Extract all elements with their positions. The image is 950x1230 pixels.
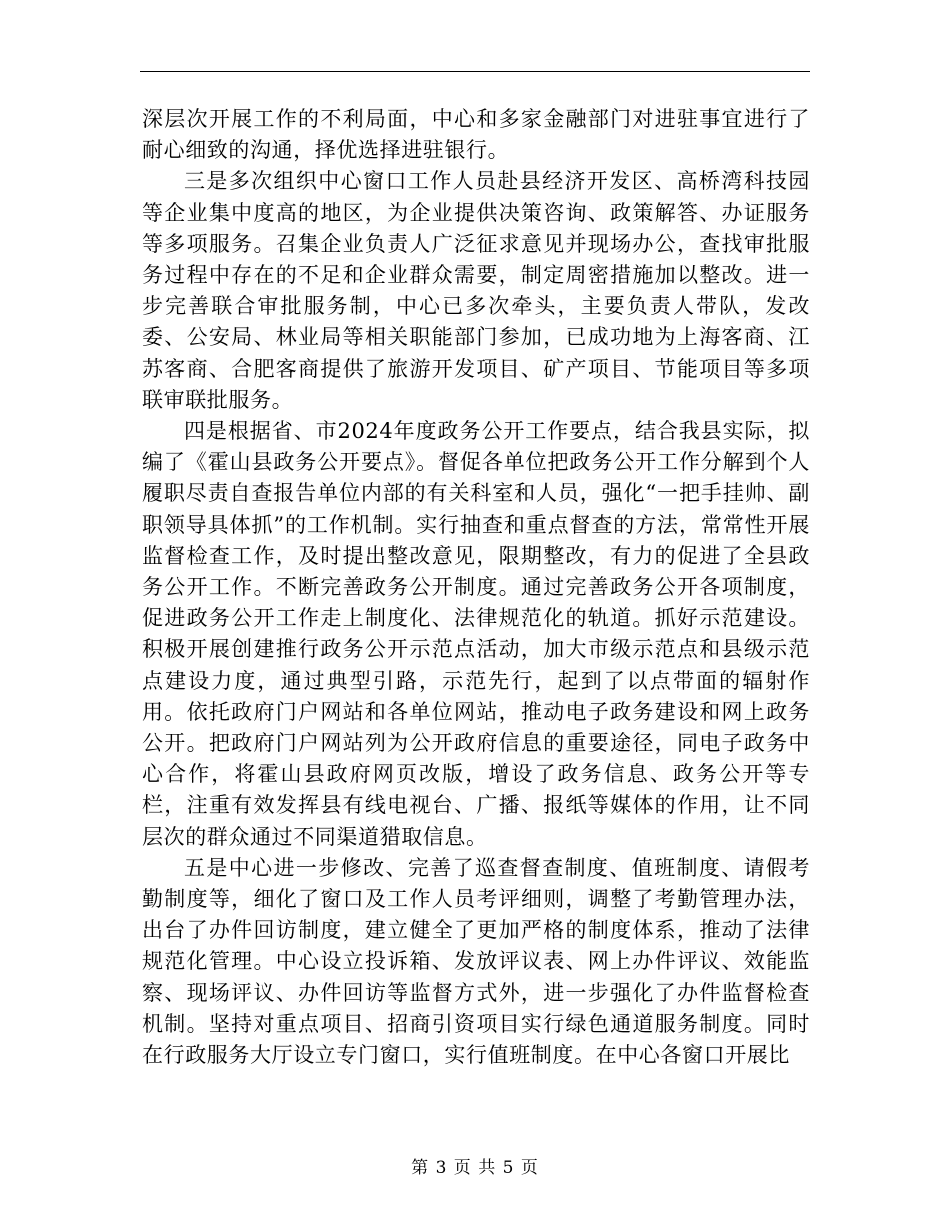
paragraph-1: 深层次开展工作的不利局面，中心和多家金融部门对进驻事宜进行了耐心细致的沟通，择优选择进驻银行。 xyxy=(142,107,810,163)
header-rule xyxy=(140,71,810,72)
document-body xyxy=(142,104,810,1071)
paragraph-4: 五是中心进一步修改、完善了巡查督查制度、值班制度、请假考勤制度等，细化了窗口及工作人员考评细则，调整了考勤管理办法，出台了办件回访制度，建立健全了更加严格的制度体系，推动了法律规范化管理。中心设立投诉箱、发放评议表、网上办件评议、效能监察、现场评议、办件回访等监督方式外，进一步强化了办件监督检查机制。坚持对重点项目、招商引资项目实行绿色通道服务制度。同时在行政服务大厅设立专门窗口，实行值班制度。在中心各窗口开展比 xyxy=(142,855,810,1068)
page-number-footer: 第 3 页 共 5 页 xyxy=(411,1158,539,1178)
paragraph-3: 四是根据省、市2024年度政务公开工作要点，结合我县实际，拟编了《霍山县政务公开要点》。督促各单位把政务公开工作分解到个人履职尽责自查报告单位内部的有关科室和人员，强化“一把手挂帅、副职领导具体抓”的工作机制。实行抽查和重点督查的方法，常常性开展监督检查工作，及时提出整改意见，限期整改，有力的促进了全县政务公开工作。不断完善政务公开制度。通过完善政务公开各项制度，促进政务公开工作走上制度化、法律规范化的轨道。抓好示范建设。积极开展创建推行政务公开示范点活动，加大市级示范点和县级示范点建设力度，通过典型引路，示范先行，起到了以点带面的辐射作用。依托政府门户网站和各单位网站，推动电子政务建设和网上政务公开。把政府门户网站列为公开政府信息的重要途径，同电子政务中心合作，将霍山县政府网页改版，增设了政务信息、政务公开等专栏，注重有效发挥县有线电视台、广播、报纸等媒体的作用，让不同层次的群众通过不同渠道猎取信息。 xyxy=(142,419,810,849)
paragraph-2: 三是多次组织中心窗口工作人员赴县经济开发区、高桥湾科技园等企业集中度高的地区，为企业提供决策咨询、政策解答、办证服务等多项服务。召集企业负责人广泛征求意见并现场办公，查找审批服务过程中存在的不足和企业群众需要，制定周密措施加以整改。进一步完善联合审批服务制，中心已多次牵头，主要负责人带队，发改委、公安局、林业局等相关职能部门参加，已成功地为上海客商、江苏客商、合肥客商提供了旅游开发项目、矿产项目、节能项目等多项联审联批服务。 xyxy=(142,169,810,412)
